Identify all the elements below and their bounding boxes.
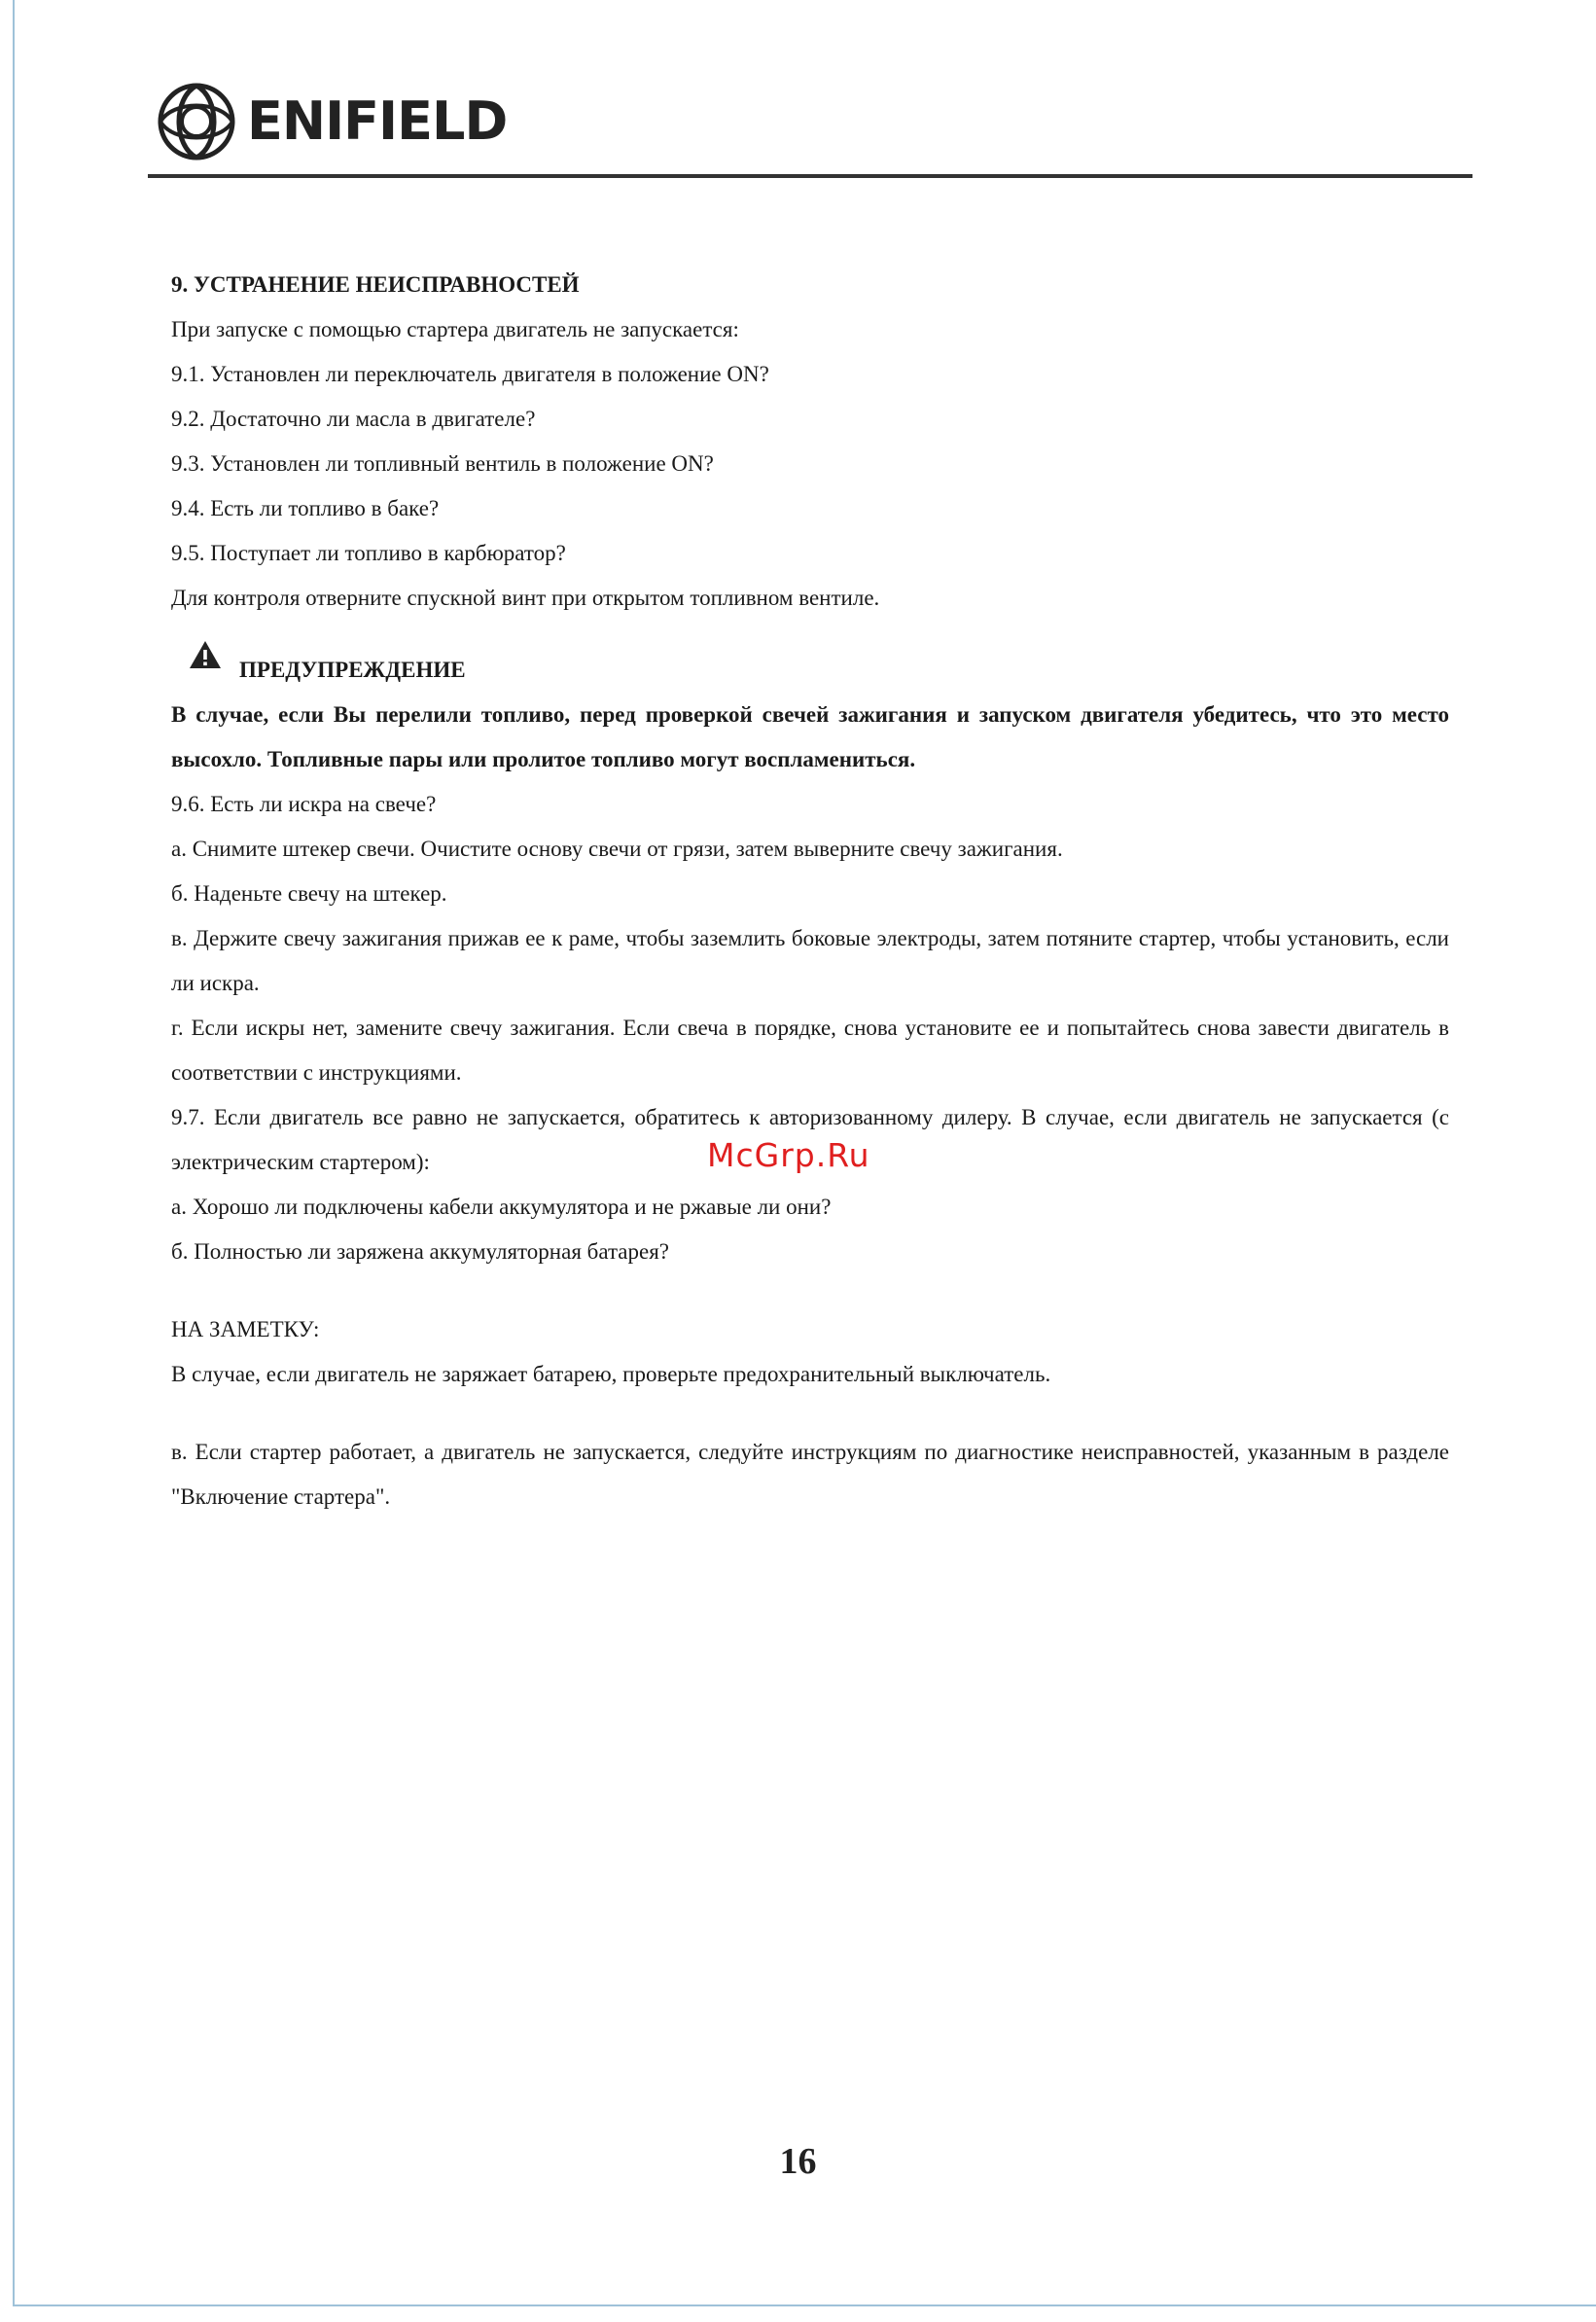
spacer xyxy=(171,1397,1449,1430)
step-item: в. Если стартер работает, а двигатель не запускается, следуйте инструкциям по диагностике неисправностей, указанным в разделе "Включение стартера". xyxy=(171,1440,1449,1509)
checklist-item: 9.3. Установлен ли топливный вентиль в положение ON? xyxy=(171,451,714,476)
enifield-logo-icon xyxy=(156,81,237,162)
step-item: в. Держите свечу зажигания прижав ее к раме, чтобы заземлить боковые электроды, затем потяните стартер, чтобы установить, если ли искра. xyxy=(171,926,1449,995)
page-frame-bottom xyxy=(13,2304,1596,2306)
section-intro: При запуске с помощью стартера двигатель не запускается: xyxy=(171,317,739,341)
step-item: г. Если искры нет, замените свечу зажигания. Если свеча в порядке, снова установите ее и попытайтесь снова завести двигатель в соответствии с инструкциями. xyxy=(171,1016,1449,1085)
page-number: 16 xyxy=(779,2141,817,2182)
checklist-item: 9.1. Установлен ли переключатель двигателя в положение ON? xyxy=(171,362,769,386)
checklist-item: 9.2. Достаточно ли масла в двигателе? xyxy=(171,407,536,431)
page-content xyxy=(171,263,1449,1519)
section-title: 9. УСТРАНЕНИЕ НЕИСПРАВНОСТЕЙ xyxy=(171,272,580,297)
spacer xyxy=(171,1274,1449,1307)
page-frame-left xyxy=(13,0,15,2305)
step-item: а. Снимите штекер свечи. Очистите основу свечи от грязи, затем выверните свечу зажигания. xyxy=(171,837,1063,861)
warning-triangle-icon xyxy=(189,640,222,669)
step-item: б. Наденьте свечу на штекер. xyxy=(171,881,447,906)
brand-name: ENIFIELD xyxy=(247,90,508,152)
checklist-note: Для контроля отверните спускной винт при открытом топливном вентиле. xyxy=(171,586,880,610)
warning-heading xyxy=(171,621,1449,693)
note-text: В случае, если двигатель не заряжает батарею, проверьте предохранительный выключатель. xyxy=(171,1362,1051,1386)
checklist-item: 9.6. Есть ли искра на свече? xyxy=(171,792,437,816)
watermark: McGrp.Ru xyxy=(707,1136,870,1174)
step-item: б. Полностью ли заряжена аккумуляторная батарея? xyxy=(171,1239,669,1264)
header-divider xyxy=(148,174,1472,178)
note-title: НА ЗАМЕТКУ: xyxy=(171,1317,320,1341)
checklist-item: 9.4. Есть ли топливо в баке? xyxy=(171,496,440,520)
warning-title: ПРЕДУПРЕЖДЕНИЕ xyxy=(239,658,466,682)
step-item: а. Хорошо ли подключены кабели аккумулятора и не ржавые ли они? xyxy=(171,1195,832,1219)
checklist-item: 9.7. Если двигатель все равно не запускается, обратитесь к авторизованному дилеру. В случае, если двигатель не запускается (с электрическим стартером): xyxy=(171,1105,1449,1174)
checklist-item: 9.5. Поступает ли топливо в карбюратор? xyxy=(171,541,566,565)
warning-text: В случае, если Вы перелили топливо, перед проверкой свечей зажигания и запуском двигателя убедитесь, что это место высохло. Топливные пары или пролитое топливо могут воспламениться. xyxy=(171,702,1449,771)
page-header xyxy=(156,78,507,165)
